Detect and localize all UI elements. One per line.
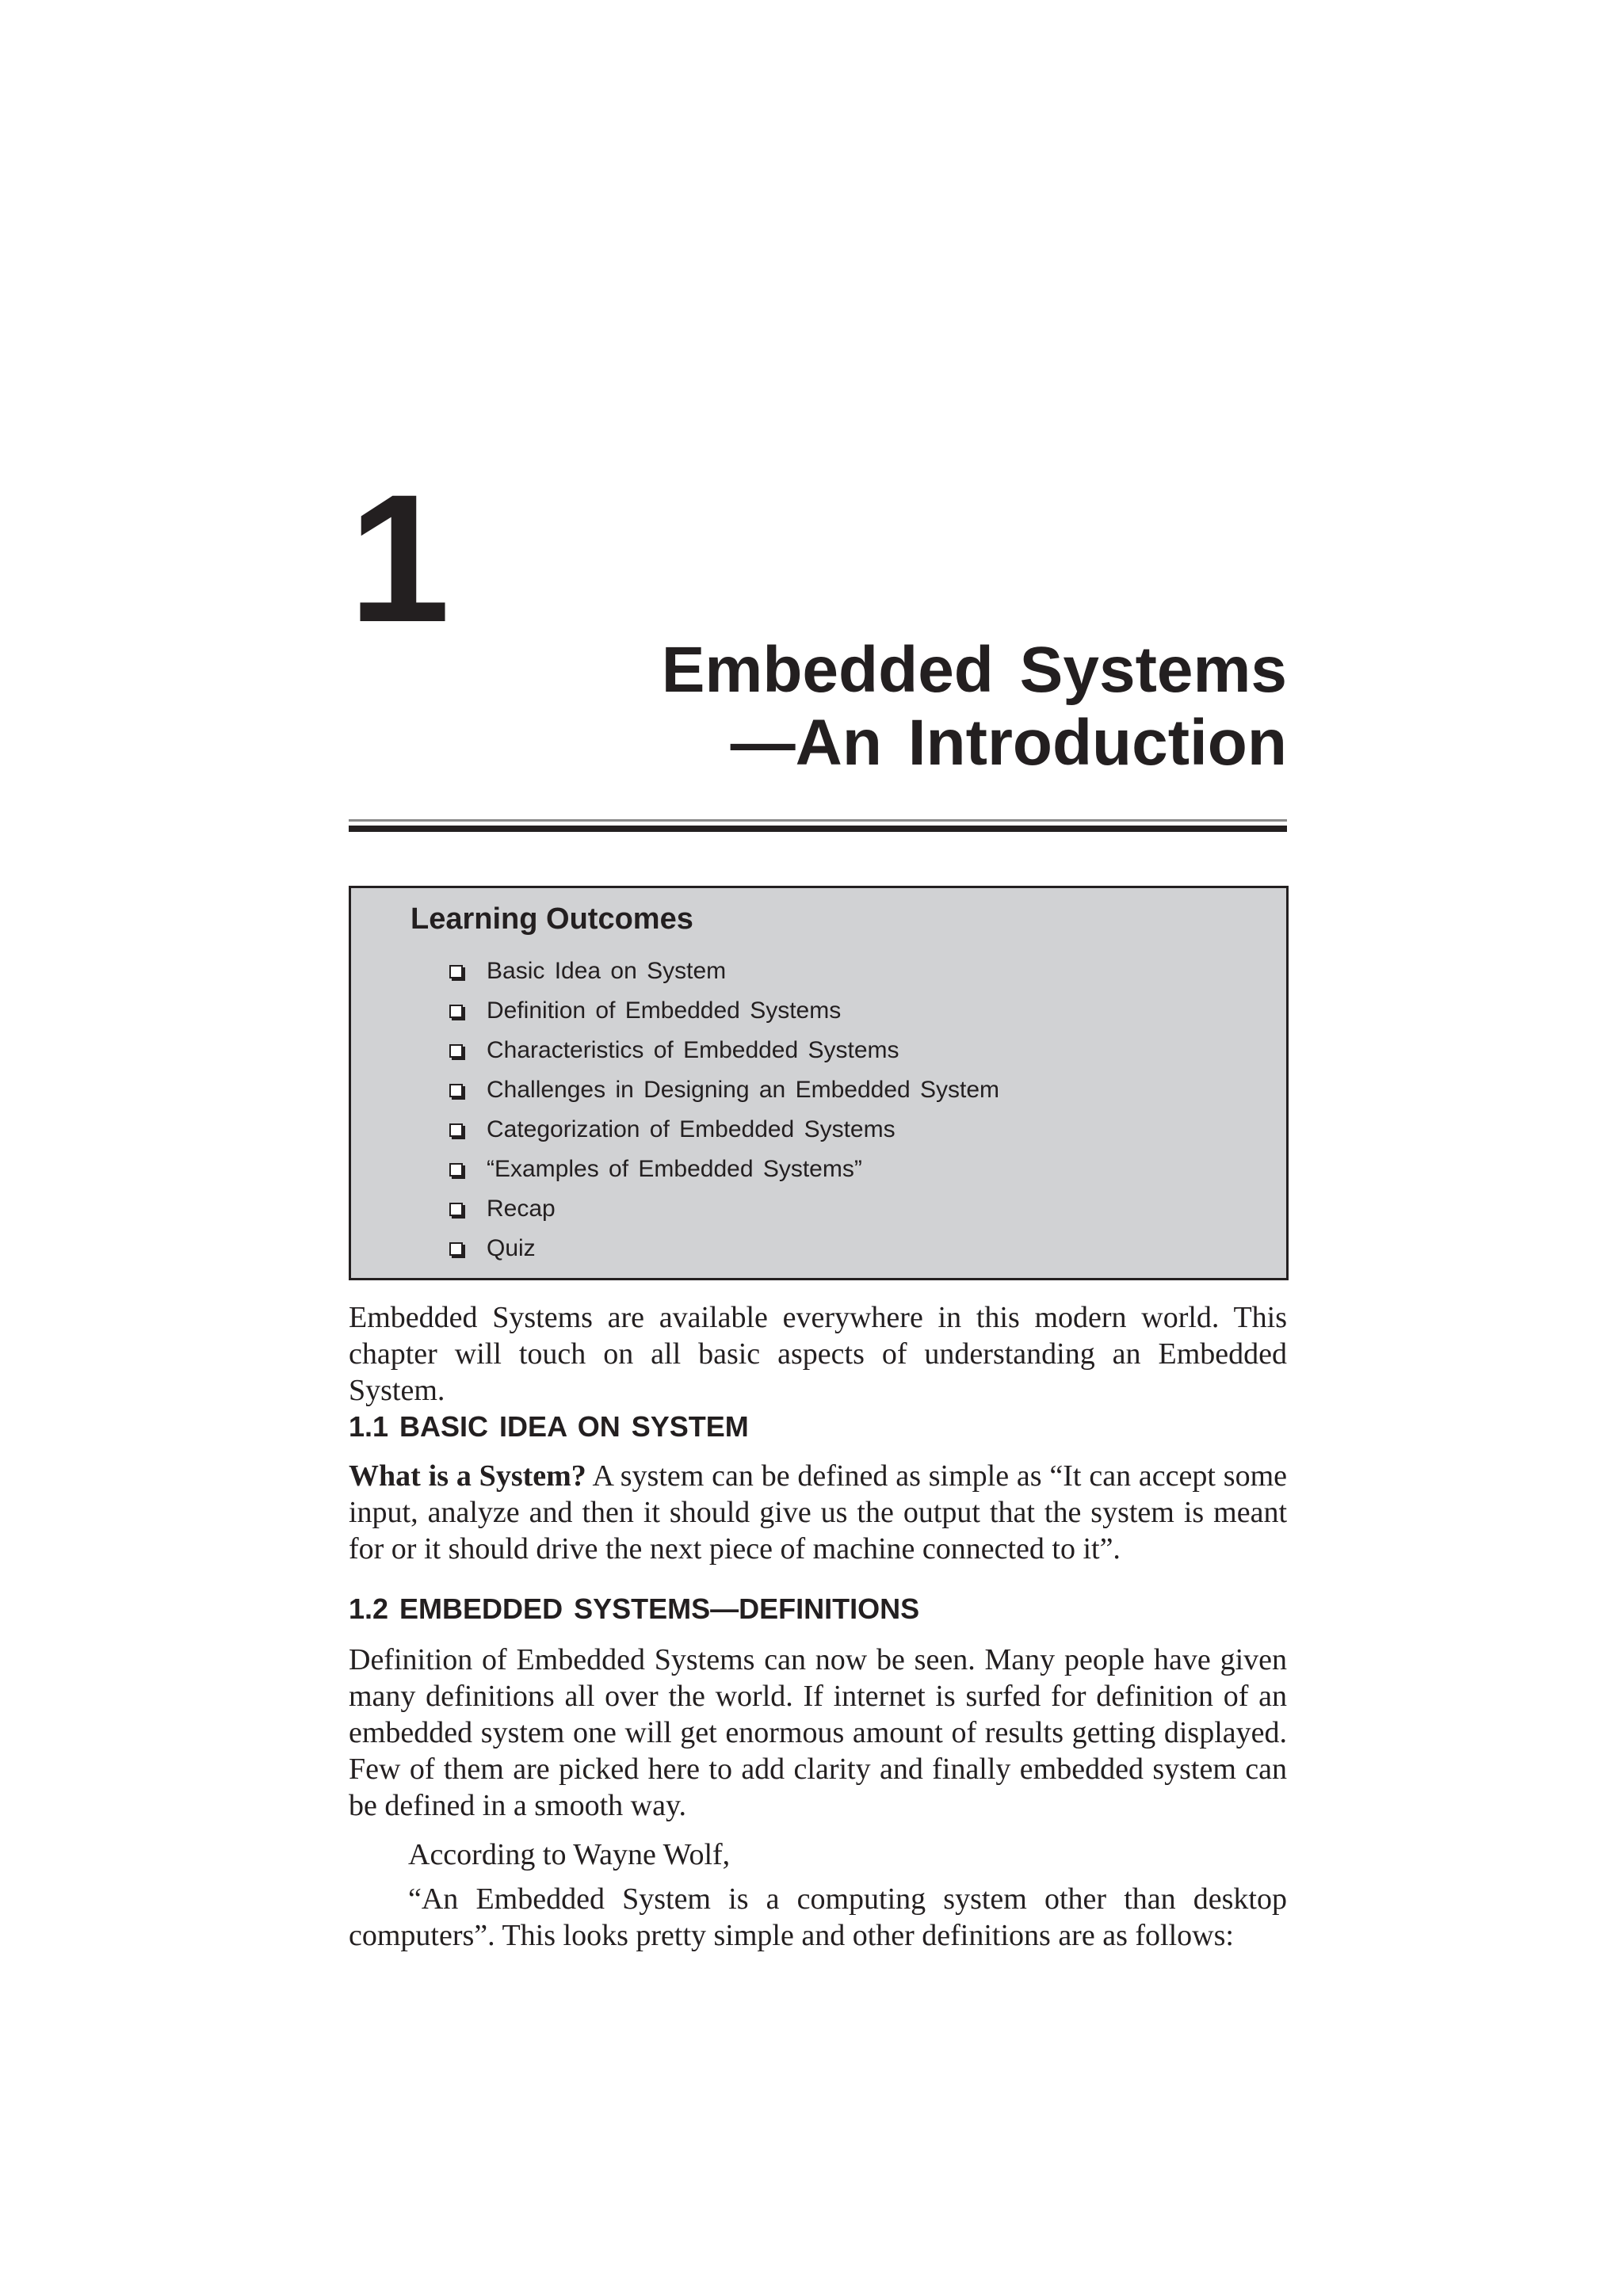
- chapter-title-line-1: Embedded Systems: [661, 634, 1287, 706]
- title-divider-thin: [349, 819, 1287, 822]
- list-item: Recap: [446, 1189, 999, 1229]
- learning-outcomes-heading: Learning Outcomes: [411, 902, 693, 936]
- section-1-1-text: A system can be defined as simple as “It can accept some input, analyze and then it should give us the output that the system is meant for or it should drive the next piece of machine connected to it”.: [349, 1459, 1287, 1566]
- checkbox-bullet-icon: [449, 1163, 463, 1177]
- list-item: Characteristics of Embedded Systems: [446, 1031, 999, 1070]
- checkbox-bullet-icon: [449, 1005, 463, 1018]
- list-item: Categorization of Embedded Systems: [446, 1110, 999, 1150]
- list-item: “Examples of Embedded Systems”: [446, 1150, 999, 1189]
- title-divider-thick: [349, 826, 1287, 832]
- checkbox-bullet-icon: [449, 1044, 463, 1058]
- list-item: Definition of Embedded Systems: [446, 991, 999, 1031]
- section-1-1-paragraph: [349, 1458, 1287, 1567]
- checkbox-bullet-icon: [449, 1242, 463, 1256]
- section-1-2-paragraph-2: According to Wayne Wolf,: [408, 1838, 731, 1871]
- chapter-number: 1: [349, 456, 445, 660]
- section-1-2-paragraph-3: “An Embedded System is a computing system other than desktop computers”. This looks pretty simple and other definitions are as follows:: [349, 1882, 1287, 1952]
- checkbox-bullet-icon: [449, 1084, 463, 1097]
- section-1-2-heading: 1.2 EMBEDDED SYSTEMS—DEFINITIONS: [349, 1592, 920, 1625]
- checkbox-bullet-icon: [449, 965, 463, 978]
- learning-outcomes-box: [349, 886, 1289, 1280]
- checkbox-bullet-icon: [449, 1123, 463, 1137]
- list-item: Basic Idea on System: [446, 952, 999, 991]
- section-1-1-heading: 1.1 BASIC IDEA ON SYSTEM: [349, 1410, 749, 1443]
- list-item: Quiz: [446, 1229, 999, 1268]
- intro-paragraph: Embedded Systems are available everywhere in this modern world. This chapter will touch on all basic aspects of understanding an Embedded System.: [349, 1301, 1287, 1407]
- section-1-1-lead: What is a System?: [349, 1459, 586, 1493]
- chapter-title: [555, 634, 1287, 780]
- list-item: Challenges in Designing an Embedded System: [446, 1070, 999, 1110]
- learning-outcomes-list: [446, 952, 999, 1268]
- checkbox-bullet-icon: [449, 1203, 463, 1216]
- section-1-2-paragraph-1: Definition of Embedded Systems can now be seen. Many people have given many definitions all over the world. If internet is surfed for definition of an embedded system one will get enormous amount of results getting displayed. Few of them are picked here to add clarity and finally embedded system can be defined in a smooth way.: [349, 1643, 1287, 1822]
- chapter-title-line-2: —An Introduction: [730, 707, 1287, 779]
